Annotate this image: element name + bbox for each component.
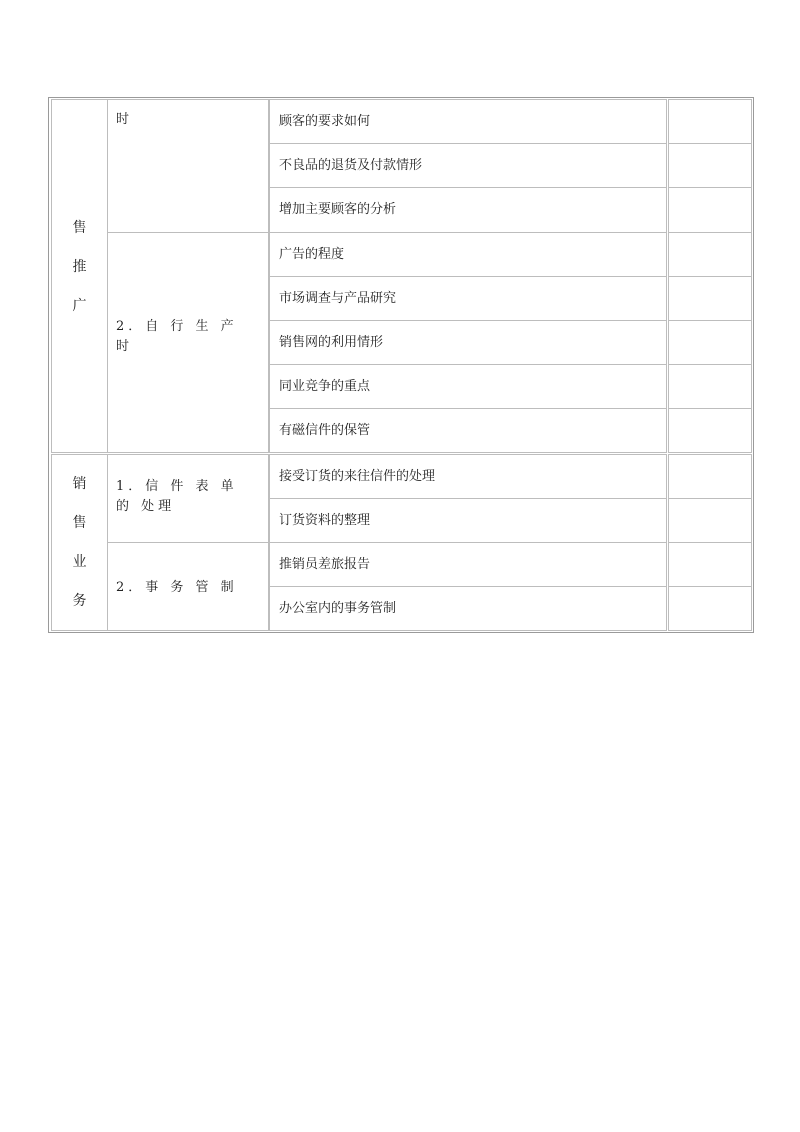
section-label-char: 售 — [72, 220, 87, 236]
blank-cell — [668, 364, 752, 409]
item-label: 同业竞争的重点 — [279, 378, 371, 394]
item-cell — [269, 586, 667, 631]
item-label: 不良品的退货及付款情形 — [279, 157, 423, 173]
item-label: 办公室内的事务管制 — [279, 600, 397, 616]
blank-cell — [668, 143, 752, 188]
item-cell — [269, 187, 667, 233]
blank-cell — [668, 586, 752, 631]
blank-cell — [668, 542, 752, 587]
blank-cell — [668, 408, 752, 453]
section-label-sales-promotion — [51, 99, 108, 453]
section-label-char: 推 — [72, 259, 87, 275]
item-cell — [269, 99, 667, 144]
table — [48, 97, 754, 633]
blank-cell — [668, 99, 752, 144]
subcategory-label: 2．自 行 生 产 时 — [116, 318, 238, 354]
subcategory-label: 1．信 件 表 单 的 处理 — [116, 479, 238, 514]
section-label-char: 销 — [72, 476, 87, 492]
section-label-char: 售 — [72, 515, 87, 531]
subcategory-cell — [107, 99, 269, 233]
item-label: 接受订货的来往信件的处理 — [279, 468, 436, 484]
item-label: 有磁信件的保管 — [279, 422, 371, 438]
item-cell — [269, 276, 667, 321]
blank-cell — [668, 498, 752, 543]
item-cell — [269, 320, 667, 365]
section-label-char: 务 — [72, 593, 87, 609]
section-label-char: 业 — [72, 554, 87, 570]
blank-cell — [668, 320, 752, 365]
blank-cell — [668, 187, 752, 233]
item-cell — [269, 498, 667, 543]
item-cell — [269, 143, 667, 188]
item-label: 订货资料的整理 — [279, 512, 371, 528]
blank-cell — [668, 276, 752, 321]
item-label: 顾客的要求如何 — [279, 113, 371, 129]
subcategory-cell — [107, 542, 269, 631]
item-cell — [269, 364, 667, 409]
item-cell — [269, 454, 667, 499]
item-label: 广告的程度 — [279, 246, 345, 262]
subcategory-cell — [107, 454, 269, 543]
subcategory-label: 2．事 务 管 制 — [116, 579, 238, 595]
blank-cell — [668, 232, 752, 277]
section-label-char: 广 — [72, 298, 87, 314]
item-cell — [269, 232, 667, 277]
blank-cell — [668, 454, 752, 499]
item-label: 销售网的利用情形 — [279, 334, 384, 350]
item-label: 推销员差旅报告 — [279, 556, 371, 572]
item-label: 市场调查与产品研究 — [279, 290, 397, 306]
section-label-sales-affairs — [51, 454, 108, 631]
item-cell — [269, 408, 667, 453]
subcategory-cell — [107, 232, 269, 453]
item-label: 增加主要顾客的分析 — [279, 202, 397, 217]
item-cell — [269, 542, 667, 587]
subcategory-label: 时 — [116, 112, 134, 127]
